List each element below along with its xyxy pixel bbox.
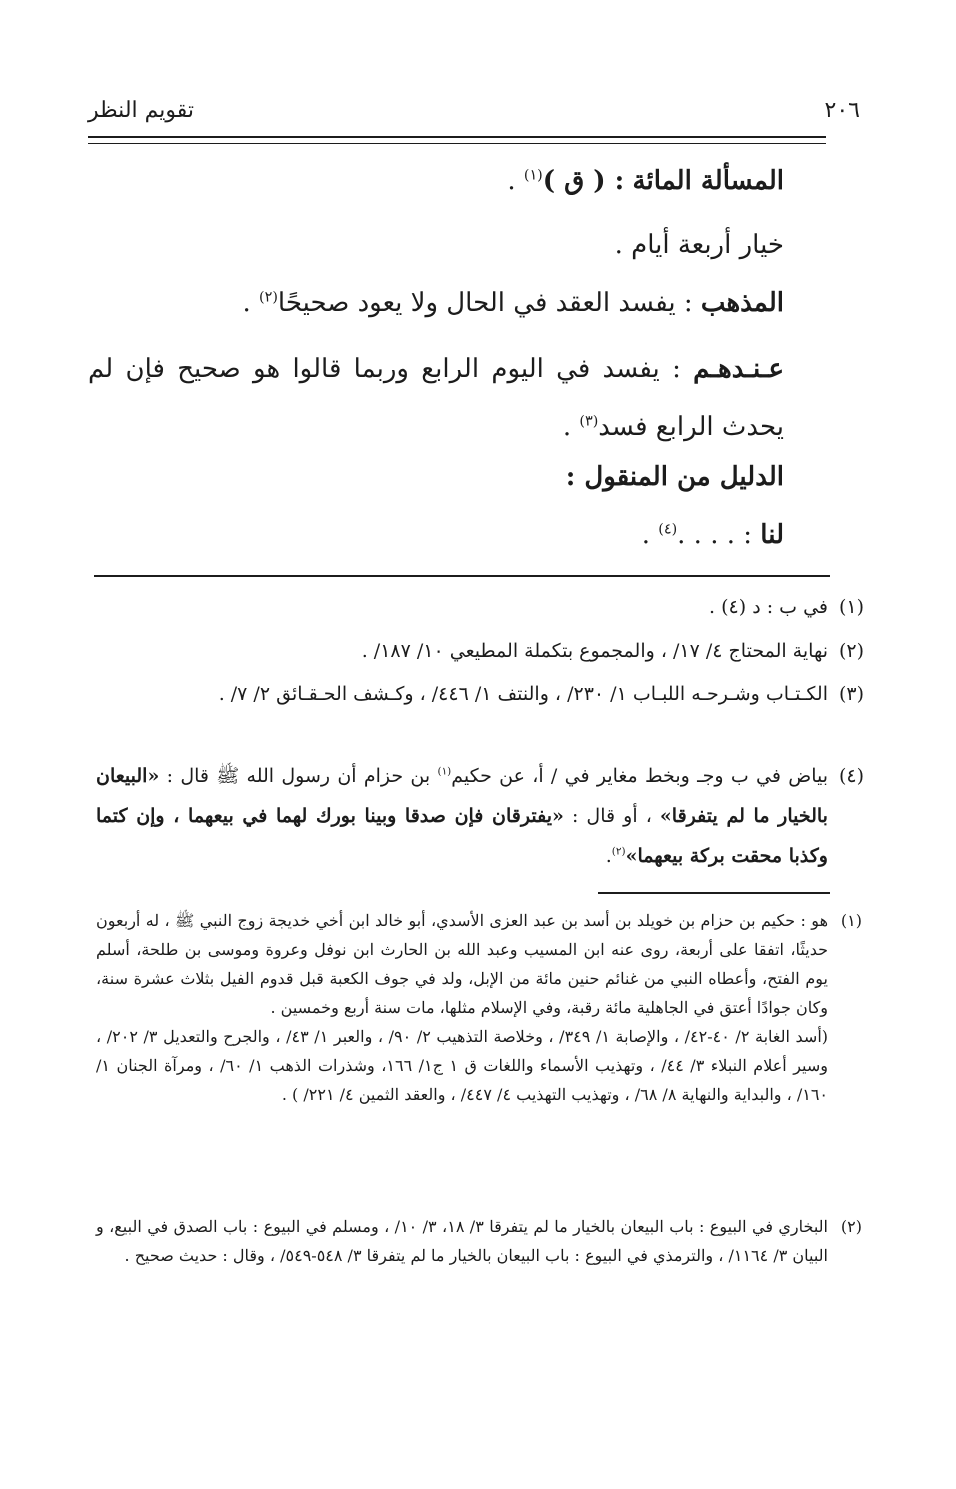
book-title: تقويم النظر bbox=[88, 98, 195, 123]
footnote-4-end: . bbox=[605, 845, 612, 867]
lana-line: لنا : . . . .$^{(٤)}$ . bbox=[641, 520, 784, 550]
header-rule-thick bbox=[88, 136, 826, 138]
subnote-1-sources: (أسد الغابة ٢/ ٤٠-٤٢/ ، والإصابة ١/ ٣٤٩/ ، وخلاصة التذهيب ٢/ ٩٠/ ، والعبر ١/ ٤٣/ ، والجرح والتعديل ٣/ ٢٠٢/ ، وسير أعلام النبلاء ٣/ ٤٤/ ، وتهذيب الأسماء واللغات ق ١ ج١/ ١٦٦، وشذرات الذهب ١/ ٦٠/ ، ومرآة الجنان ١/ ١٦٠/ ، والبداية والنهاية ٨/ ٦٨/ ، وتهذيب التهذيب ٤/ ٤٤٧/ ، والعقد الثمين ٤/ ٢٢١/ ) . bbox=[96, 1027, 829, 1104]
subnote-1-number: (١) bbox=[840, 911, 862, 930]
footnote-4-ref-a[interactable]: (١) bbox=[437, 765, 452, 778]
subnote-separator bbox=[598, 892, 830, 894]
indahum-paragraph: عـنـدهـم : يفسد في اليوم الرابع وربما قالوا هو صحيح فإن لم يحدث الرابع فسد$^{(٣)}$ . bbox=[88, 354, 785, 442]
footnote-4-text-a: بياض في ب وجـ وبخط مغاير في / أ، عن حكيم bbox=[451, 765, 829, 787]
madhhab-label: المذهب bbox=[700, 288, 784, 318]
subnote-2 bbox=[96, 1212, 862, 1270]
page-number: ٢٠٦ bbox=[824, 98, 860, 123]
footnote-4-number: (٤) bbox=[838, 765, 864, 787]
indahum-footnote-ref[interactable]: (٣) bbox=[579, 413, 599, 430]
madhhab-text: : يفسد العقد في الحال ولا يعود صحيحًا bbox=[277, 288, 693, 318]
footnote-3-text: الكـتـاب وشـرحـه اللبـاب ١/ ٢٣٠/ ، والنتف ١/ ٤٤٦/ ، وكـشف الحـقـائق ٢/ ٧/ . bbox=[218, 683, 828, 705]
issue-heading: المسألة المائة : ( ق )$^{(١)}$ . bbox=[507, 166, 784, 196]
footnote-separator bbox=[94, 575, 830, 577]
footnote-1-number: (١) bbox=[838, 596, 864, 618]
footnote-2 bbox=[96, 640, 864, 662]
footnote-4-quote-2: «يفترقان فإن صدقا وبينا بورك لهما في بيعهما ، وإن كتما وكذبا محقت بركة بيعهما» bbox=[96, 805, 828, 867]
footnote-4-quote-1: «البيعان بالخيار ما لم يتفرقا» bbox=[96, 765, 828, 827]
topic-line: خيار أربعة أيام . bbox=[614, 230, 784, 260]
footnote-4-text-b: بن حزام أن رسول الله ﷺ قال : bbox=[166, 765, 431, 787]
footnote-4-ref-b[interactable]: (٢) bbox=[611, 845, 626, 858]
issue-label: المسألة المائة bbox=[632, 166, 784, 196]
subnote-1 bbox=[96, 906, 862, 1109]
footnote-3 bbox=[96, 674, 864, 714]
footnote-1-text: في ب : د (٤) . bbox=[709, 596, 828, 618]
footnote-4 bbox=[96, 756, 864, 876]
subnote-2-number: (٢) bbox=[840, 1217, 862, 1236]
issue-code: : ( ق ) bbox=[542, 166, 625, 196]
lana-footnote-ref[interactable]: (٤) bbox=[658, 521, 678, 538]
footnote-1 bbox=[96, 596, 864, 618]
footnote-2-number: (٢) bbox=[838, 640, 864, 662]
evidence-heading: الدليل من المنقول : bbox=[565, 462, 784, 492]
indahum-text: : يفسد في اليوم الرابع وربما قالوا هو صحيح فإن لم يحدث الرابع فسد bbox=[88, 354, 784, 442]
lana-text: : . . . . bbox=[677, 520, 753, 550]
footnote-3-number: (٣) bbox=[838, 683, 864, 705]
footnote-4-text-c: ، أو قال : bbox=[571, 805, 652, 827]
header-rule-thin bbox=[88, 143, 826, 144]
indahum-label: عـنـدهـم bbox=[693, 354, 785, 384]
madhhab-line: المذهب : يفسد العقد في الحال ولا يعود صحيحًا$^{(٢)}$ . bbox=[242, 288, 784, 318]
issue-footnote-ref[interactable]: (١) bbox=[523, 167, 543, 184]
subnote-1-bio: هو : حكيم بن حزام بن خويلد بن أسد بن عبد العزى الأسدي، أبو خالد ابن أخي خديجة زوج النبي ﷺ ، له أربعون حديثًا، اتفقا على أربعة، روى عنه ابن المسيب وعبد الله بن الحارث ابن نوفل وعروة وموسى بن طلحة، أسلم يوم الفتح، وأعطاه النبي من غنائم حنين مائة من الإبل، ولد في جوف الكعبة قبل قدوم الفيل بثلاث عشرة سنة، وكان جوادًا أعتق في الجاهلية مائة رقبة، وفي الإسلام مثلها، مات سنة أربع وخمسين . bbox=[96, 911, 829, 1017]
madhhab-footnote-ref[interactable]: (٢) bbox=[259, 289, 278, 306]
lana-label: لنا bbox=[760, 520, 784, 550]
footnote-2-text: نهاية المحتاج ٤/ ١٧/ ، والمجموع بتكملة المطيعي ١٠/ ١٨٧/ . bbox=[361, 640, 828, 662]
subnote-2-text: البخاري في البيوع : باب البيعان بالخيار ما لم يتفرقا ٣/ ١٨، ٣/ ١٠/ ، ومسلم في البيوع : باب الصدق في البيع، و البيان ٣/ ١١٦٤/ ، والترمذي في البيوع : باب البيعان بالخيار ما لم يتفرقا ٣/ ٥٤٨-٥٤٩/ ، وقال : حديث صحيح . bbox=[96, 1217, 828, 1265]
